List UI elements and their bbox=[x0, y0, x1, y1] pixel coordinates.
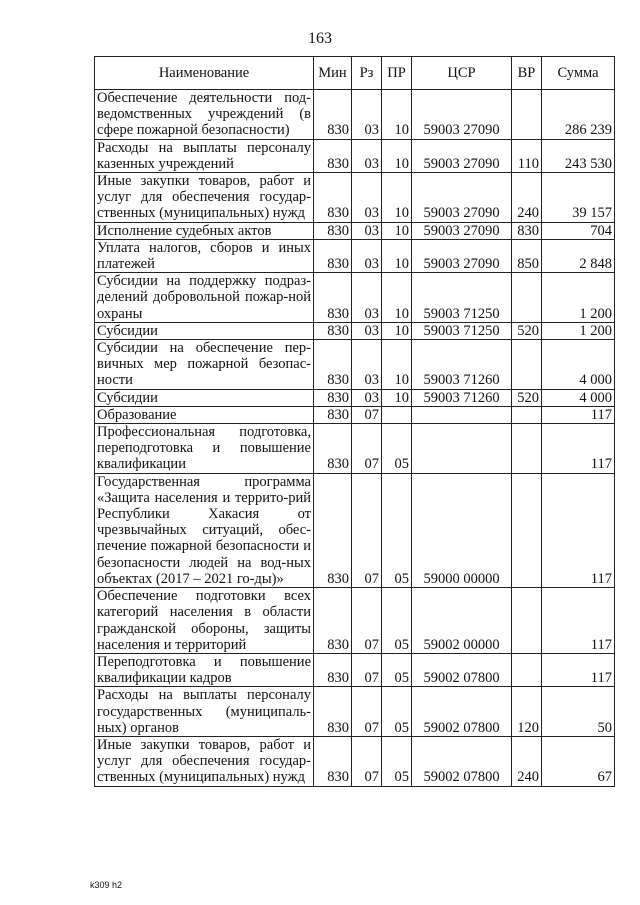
cell-vr: 110 bbox=[512, 139, 542, 172]
cell-name: Субсидии на поддержку подраз-делений добровольной пожар-ной охраны bbox=[95, 273, 314, 323]
cell-rz: 07 bbox=[352, 687, 382, 737]
cell-pr: 05 bbox=[382, 473, 412, 587]
cell-rz: 03 bbox=[352, 340, 382, 390]
cell-pr: 10 bbox=[382, 173, 412, 223]
cell-pr bbox=[382, 406, 412, 423]
cell-vr: 850 bbox=[512, 239, 542, 272]
cell-sum: 67 bbox=[542, 736, 615, 786]
table-row bbox=[95, 473, 615, 587]
table-row bbox=[95, 340, 615, 390]
cell-min: 830 bbox=[314, 389, 352, 406]
cell-csr bbox=[412, 424, 512, 474]
cell-rz: 07 bbox=[352, 653, 382, 686]
cell-vr bbox=[512, 406, 542, 423]
cell-csr: 59003 27090 bbox=[412, 239, 512, 272]
cell-vr: 520 bbox=[512, 389, 542, 406]
header-min: Мин bbox=[314, 57, 352, 90]
cell-csr: 59003 27090 bbox=[412, 173, 512, 223]
table-row bbox=[95, 588, 615, 654]
cell-vr: 120 bbox=[512, 687, 542, 737]
cell-pr: 05 bbox=[382, 653, 412, 686]
cell-pr: 10 bbox=[382, 139, 412, 172]
table-row bbox=[95, 322, 615, 339]
header-name: Наименование bbox=[95, 57, 314, 90]
table-row bbox=[95, 239, 615, 272]
cell-min: 830 bbox=[314, 90, 352, 140]
cell-vr bbox=[512, 473, 542, 587]
cell-name: Субсидии bbox=[95, 389, 314, 406]
cell-name: Иные закупки товаров, работ и услуг для обеспечения государ-ственных (муниципальных) нужд bbox=[95, 736, 314, 786]
table-row bbox=[95, 424, 615, 474]
table-row bbox=[95, 90, 615, 140]
cell-csr: 59003 71260 bbox=[412, 340, 512, 390]
cell-pr: 10 bbox=[382, 90, 412, 140]
cell-name: Уплата налогов, сборов и иных платежей bbox=[95, 239, 314, 272]
cell-sum: 243 530 bbox=[542, 139, 615, 172]
cell-min: 830 bbox=[314, 239, 352, 272]
cell-min: 830 bbox=[314, 322, 352, 339]
cell-csr: 59003 27090 bbox=[412, 139, 512, 172]
table-header bbox=[95, 57, 615, 90]
table-row bbox=[95, 736, 615, 786]
cell-sum: 117 bbox=[542, 473, 615, 587]
cell-sum: 50 bbox=[542, 687, 615, 737]
cell-name: Образование bbox=[95, 406, 314, 423]
cell-pr: 10 bbox=[382, 340, 412, 390]
cell-sum: 1 200 bbox=[542, 322, 615, 339]
header-sum: Сумма bbox=[542, 57, 615, 90]
cell-csr: 59003 27090 bbox=[412, 222, 512, 239]
cell-rz: 03 bbox=[352, 139, 382, 172]
budget-table bbox=[94, 56, 615, 787]
cell-csr: 59002 07800 bbox=[412, 736, 512, 786]
cell-sum: 117 bbox=[542, 406, 615, 423]
cell-rz: 07 bbox=[352, 588, 382, 654]
cell-name: Исполнение судебных актов bbox=[95, 222, 314, 239]
cell-min: 830 bbox=[314, 424, 352, 474]
cell-csr: 59003 27090 bbox=[412, 90, 512, 140]
cell-vr bbox=[512, 424, 542, 474]
table-row bbox=[95, 222, 615, 239]
cell-min: 830 bbox=[314, 222, 352, 239]
table-body bbox=[95, 90, 615, 787]
cell-name: Субсидии bbox=[95, 322, 314, 339]
table-row bbox=[95, 273, 615, 323]
cell-min: 830 bbox=[314, 173, 352, 223]
cell-min: 830 bbox=[314, 406, 352, 423]
cell-min: 830 bbox=[314, 273, 352, 323]
cell-vr bbox=[512, 653, 542, 686]
cell-sum: 117 bbox=[542, 424, 615, 474]
table-row bbox=[95, 406, 615, 423]
cell-min: 830 bbox=[314, 473, 352, 587]
cell-csr: 59002 07800 bbox=[412, 687, 512, 737]
cell-vr bbox=[512, 90, 542, 140]
cell-pr: 10 bbox=[382, 239, 412, 272]
footer-code: k309 h2 bbox=[90, 880, 123, 890]
cell-sum: 4 000 bbox=[542, 389, 615, 406]
page-number: 163 bbox=[308, 30, 332, 47]
cell-name: Обеспечение деятельности под-ведомственных учреждений (в сфере пожарной безопасности) bbox=[95, 90, 314, 140]
cell-rz: 07 bbox=[352, 406, 382, 423]
cell-rz: 03 bbox=[352, 222, 382, 239]
cell-vr: 240 bbox=[512, 173, 542, 223]
cell-csr: 59003 71260 bbox=[412, 389, 512, 406]
cell-pr: 10 bbox=[382, 222, 412, 239]
cell-rz: 03 bbox=[352, 239, 382, 272]
cell-min: 830 bbox=[314, 736, 352, 786]
table-row bbox=[95, 653, 615, 686]
cell-rz: 03 bbox=[352, 173, 382, 223]
cell-csr: 59000 00000 bbox=[412, 473, 512, 587]
cell-sum: 286 239 bbox=[542, 90, 615, 140]
cell-rz: 03 bbox=[352, 389, 382, 406]
cell-pr: 05 bbox=[382, 736, 412, 786]
cell-csr bbox=[412, 406, 512, 423]
header-rz: Рз bbox=[352, 57, 382, 90]
table-row bbox=[95, 139, 615, 172]
cell-vr: 830 bbox=[512, 222, 542, 239]
cell-sum: 4 000 bbox=[542, 340, 615, 390]
header-csr: ЦСР bbox=[412, 57, 512, 90]
cell-min: 830 bbox=[314, 139, 352, 172]
cell-sum: 117 bbox=[542, 653, 615, 686]
cell-rz: 07 bbox=[352, 736, 382, 786]
cell-sum: 2 848 bbox=[542, 239, 615, 272]
cell-min: 830 bbox=[314, 687, 352, 737]
cell-name: Государственная программа «Защита населения и террито-рий Республики Хакасия от чрезвычайных ситуаций, обес-печение пожарной безопасности и безопасности людей на вод-ных объектах (2017 – 2021 го-ды)» bbox=[95, 473, 314, 587]
cell-sum: 704 bbox=[542, 222, 615, 239]
cell-csr: 59003 71250 bbox=[412, 273, 512, 323]
cell-vr bbox=[512, 340, 542, 390]
cell-vr bbox=[512, 273, 542, 323]
cell-name: Профессиональная подготовка, переподготовка и повышение квалификации bbox=[95, 424, 314, 474]
cell-pr: 10 bbox=[382, 322, 412, 339]
cell-csr: 59002 07800 bbox=[412, 653, 512, 686]
cell-sum: 1 200 bbox=[542, 273, 615, 323]
cell-name: Иные закупки товаров, работ и услуг для обеспечения государ-ственных (муниципальных) нужд bbox=[95, 173, 314, 223]
cell-rz: 03 bbox=[352, 90, 382, 140]
cell-min: 830 bbox=[314, 588, 352, 654]
cell-name: Расходы на выплаты персоналу государственных (муниципаль-ных) органов bbox=[95, 687, 314, 737]
cell-csr: 59002 00000 bbox=[412, 588, 512, 654]
cell-vr bbox=[512, 588, 542, 654]
cell-pr: 05 bbox=[382, 588, 412, 654]
cell-name: Обеспечение подготовки всех категорий населения в области гражданской обороны, защиты населения и территорий bbox=[95, 588, 314, 654]
cell-vr: 520 bbox=[512, 322, 542, 339]
cell-rz: 03 bbox=[352, 322, 382, 339]
cell-rz: 03 bbox=[352, 273, 382, 323]
cell-name: Субсидии на обеспечение пер-вичных мер пожарной безопас-ности bbox=[95, 340, 314, 390]
cell-pr: 05 bbox=[382, 687, 412, 737]
cell-csr: 59003 71250 bbox=[412, 322, 512, 339]
header-pr: ПР bbox=[382, 57, 412, 90]
cell-pr: 10 bbox=[382, 389, 412, 406]
cell-vr: 240 bbox=[512, 736, 542, 786]
cell-rz: 07 bbox=[352, 424, 382, 474]
header-vr: ВР bbox=[512, 57, 542, 90]
cell-rz: 07 bbox=[352, 473, 382, 587]
cell-sum: 117 bbox=[542, 588, 615, 654]
cell-sum: 39 157 bbox=[542, 173, 615, 223]
table-row bbox=[95, 173, 615, 223]
table-row bbox=[95, 389, 615, 406]
table-row bbox=[95, 687, 615, 737]
cell-name: Переподготовка и повышение квалификации кадров bbox=[95, 653, 314, 686]
cell-min: 830 bbox=[314, 340, 352, 390]
cell-pr: 10 bbox=[382, 273, 412, 323]
cell-pr: 05 bbox=[382, 424, 412, 474]
cell-min: 830 bbox=[314, 653, 352, 686]
cell-name: Расходы на выплаты персоналу казенных учреждений bbox=[95, 139, 314, 172]
